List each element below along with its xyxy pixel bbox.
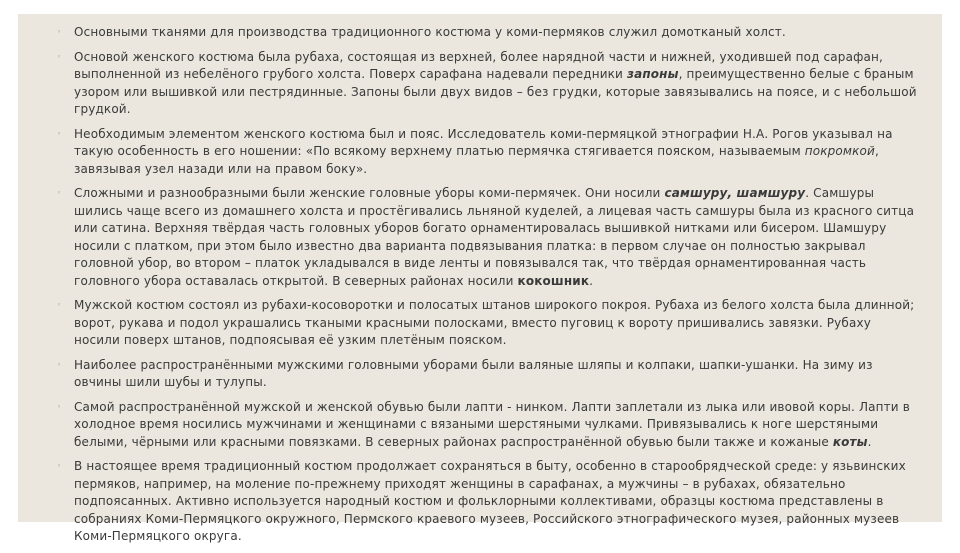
slide-background bbox=[18, 14, 942, 543]
bullet-icon: ◦ bbox=[57, 462, 62, 470]
list-item bbox=[54, 458, 920, 546]
item-text: . bbox=[867, 434, 872, 449]
term-pokromka: покромкой bbox=[804, 144, 875, 158]
list-item bbox=[54, 399, 920, 452]
term-koty: коты bbox=[832, 434, 868, 449]
item-text: Основными тканями для производства традиционного костюма у коми-пермяков служил домотканый холст. bbox=[74, 25, 786, 39]
list-item bbox=[54, 357, 920, 392]
bullet-icon: ◦ bbox=[57, 189, 62, 197]
item-text: Сложными и разнообразными были женские головные уборы коми-пермячек. Они носили bbox=[74, 186, 665, 200]
item-text: Необходимым элементом женского костюма был и пояс. Исследователь коми-пермяцкой этнографии Н.А. Рогов указывал на такую особенность в его ношении: «По всякому верхнему платью пермячка стягивается пояском, называемым bbox=[74, 126, 893, 158]
item-text: , преимущественно белые с браным узором или вышивкой или пестрядинные. Запоны были двух видов – без грудки, которые завязывались на поясе, и с небольшой грудкой. bbox=[74, 67, 917, 116]
bullet-icon: ◦ bbox=[57, 360, 62, 369]
list-item bbox=[54, 297, 920, 350]
bullet-icon: ◦ bbox=[57, 129, 62, 138]
term-kokoshnik: кокошник bbox=[517, 273, 590, 288]
item-text: . bbox=[589, 273, 594, 288]
bullet-icon: ◦ bbox=[57, 28, 62, 36]
item-text: Наиболее распространёнными мужскими головными уборами были валяные шляпы и колпаки, шапки-ушанки. На зиму из овчины шили шубы и тулупы. bbox=[74, 357, 873, 389]
bullet-icon: ◦ bbox=[57, 402, 62, 411]
term-zapony: запоны bbox=[626, 67, 679, 81]
bullet-list bbox=[54, 24, 920, 553]
item-text: , завязывая узел назади или на правом боку». bbox=[74, 144, 879, 176]
bullet-icon: ◦ bbox=[57, 301, 62, 309]
item-text: Мужской костюм состоял из рубахи-косоворотки и полосатых штанов широкого покроя. Рубаха из белого холста была длинной; ворот, рукава и подол украшались ткаными красными полосками, вместо пуговиц к вороту пришивались завязки. Рубаху носили поверх штанов, подпоясывая её узким плетёным пояском. bbox=[74, 298, 915, 347]
term-samshura: самшуру, шамшуру bbox=[664, 186, 806, 200]
item-text: Основой женского костюма была рубаха, состоящая из верхней, более нарядной части и нижней, уходившей под сарафан, выполненной из небелёного грубого холста. Поверх сарафана надевали передники bbox=[74, 49, 883, 81]
list-item bbox=[54, 126, 920, 179]
list-item bbox=[54, 49, 920, 119]
list-item bbox=[54, 24, 920, 42]
item-text: . Самшуры шились чаще всего из домашнего холста и простёгивались льняной куделей, а лицевая часть самшуры была из красного ситца или сатина. Верхняя твёрдая часть головных уборов богато орнаментировалась вышивкой нитками или бисером. Шамшуру носили с платком, при этом было известно два варианта подвязывания платка: в первом случае он полностью закрывал головной убор, во втором – платок укладывался в виде ленты и повязывался так, что твёрдая орнаментированная часть головного убора оставалась открытой. В северных районах носили bbox=[74, 186, 915, 288]
bullet-icon: ◦ bbox=[57, 52, 62, 61]
list-item bbox=[54, 185, 920, 290]
item-text: В настоящее время традиционный костюм продолжает сохраняться в быту, особенно в старообрядческой среде: у язьвинских пермяков, например, на моление по-прежнему приходят женщины в сарафанах, а мужчины – в рубахах, обязательно подпоясанных. Активно используется народный костюм и фольклорными коллективами, образцы костюма представлены в собраниях Коми-Пермяцкого окружного, Пермского краевого музеев, Российского этнографического музея, районных музеев Коми-Пермяцкого округа. bbox=[74, 459, 906, 543]
item-text: Самой распространённой мужской и женской обувью были лапти - нинком. Лапти заплетали из лыка или ивовой коры. Лапти в холодное время носились мужчинами и женщинами с вязаными шерстяными чулками. Привязывались к ноге шерстяными белыми, чёрными или красными повязками. В северных районах распространённой обувью были также и кожаные bbox=[74, 399, 910, 449]
